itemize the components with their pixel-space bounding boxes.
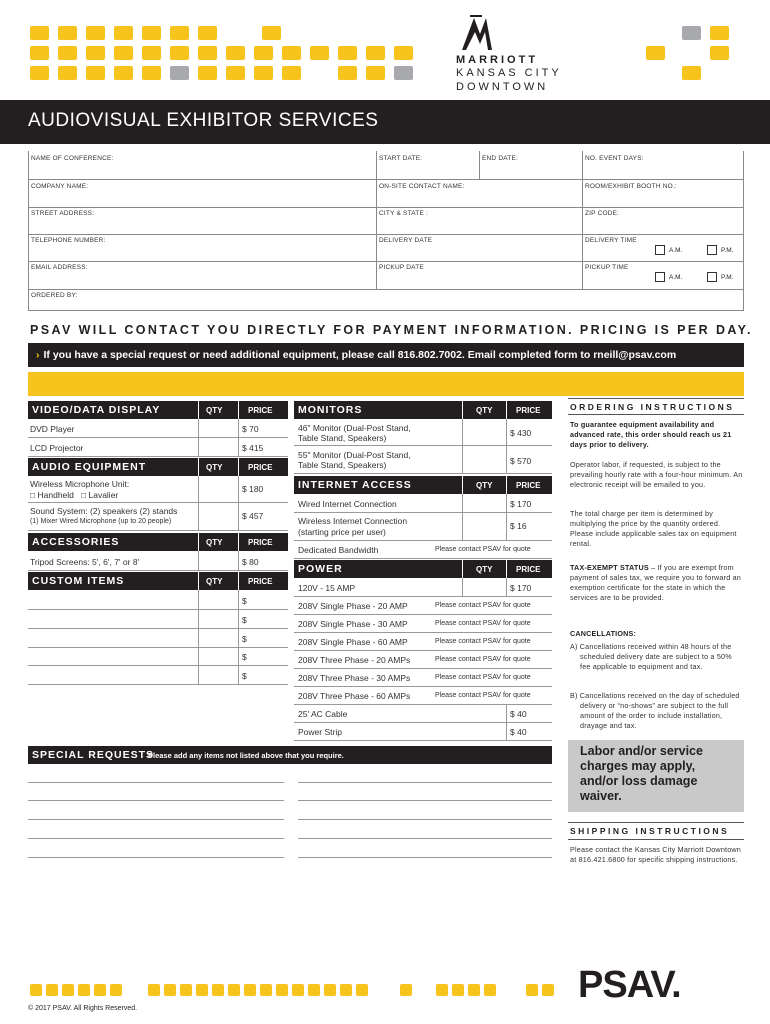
accent-band: [28, 372, 744, 396]
power-row-price: $ 170: [510, 583, 532, 593]
lavalier-checkbox[interactable]: □: [76, 490, 89, 500]
brand-name: MARRIOTT: [456, 54, 539, 66]
onsite-contact-field[interactable]: ON-SITE CONTACT NAME:: [379, 183, 465, 190]
delivery-am-label: A.M.: [669, 247, 683, 254]
monitor-55-detail: Table Stand, Speakers): [298, 460, 387, 470]
city-state-field[interactable]: CITY & STATE :: [379, 210, 429, 217]
dvd-label: DVD Player: [30, 424, 75, 434]
wireless-price: $ 16: [510, 521, 527, 531]
pickup-am-label: A.M.: [669, 274, 683, 281]
accessories-header: [28, 533, 288, 551]
ordering-title: ORDERING INSTRUCTIONS: [570, 402, 735, 412]
monitor-55-price: $ 570: [510, 456, 532, 466]
monitors-title: MONITORS: [298, 404, 363, 416]
tripod-label: Tripod Screens: 5', 6', 7' or 8': [30, 557, 140, 567]
pickup-pm-label: P.M.: [721, 274, 734, 281]
wireless-detail: (starting price per user): [298, 527, 386, 537]
special-title: SPECIAL REQUESTS: [32, 749, 154, 761]
delivery-pm-checkbox[interactable]: [707, 245, 717, 255]
tax-label: TAX-EXEMPT STATUS: [570, 563, 649, 572]
monitor-46-price: $ 430: [510, 428, 532, 438]
special-request-bar: [28, 343, 744, 367]
wireless-label: Wireless Internet Connection: [298, 516, 408, 526]
header: [0, 0, 770, 108]
handheld-label: Handheld: [37, 490, 74, 500]
phone-field[interactable]: TELEPHONE NUMBER:: [31, 237, 106, 244]
special-subtitle: Please add any items not listed above that you require.: [148, 751, 344, 760]
power-row-price: $ 40: [510, 709, 527, 719]
sound-detail: (1) Mixer Wired Microphone (up to 20 people): [30, 518, 172, 525]
contact-form: [28, 151, 744, 311]
qty-label: QTY: [206, 406, 223, 415]
cancellations-title: CANCELLATIONS:: [570, 629, 637, 638]
price-label: PRICE: [516, 481, 541, 490]
request-text: If you have a special request or need additional equipment, please call 816.802.7002. Email completed form to rneill@psav.com: [43, 349, 677, 361]
title-bar: [0, 100, 770, 144]
qty-label: QTY: [206, 538, 223, 547]
labor-warning: Labor and/or service charges may apply, and/or loss damage waiver.: [568, 740, 744, 812]
power-row-label: 208V Three Phase - 30 AMPs: [298, 673, 411, 683]
power-header: [294, 560, 552, 578]
power-row-price: Please contact PSAV for quote: [435, 656, 531, 663]
event-days-field[interactable]: NO. EVENT DAYS:: [585, 155, 644, 162]
brand-city: KANSAS CITY: [456, 67, 562, 79]
power-row-price: Please contact PSAV for quote: [435, 602, 531, 609]
custom-price-3[interactable]: $: [242, 634, 247, 644]
pickup-date-field[interactable]: PICKUP DATE: [379, 264, 424, 271]
internet-title: INTERNET ACCESS: [298, 479, 412, 491]
qty-label: QTY: [476, 565, 493, 574]
wired-label: Wired Internet Connection: [298, 499, 397, 509]
ordering-p2: Operator labor, if requested, is subject to the prevailing hourly rate with a four-hour minimum. An electronic receipt will be emailed to you.: [570, 460, 743, 489]
accessories-title: ACCESSORIES: [32, 536, 120, 548]
power-row-price: $ 40: [510, 727, 527, 737]
dedicated-label: Dedicated Bandwidth: [298, 545, 379, 555]
shipping-title: SHIPPING INSTRUCTIONS: [570, 826, 730, 836]
power-row-label: 208V Three Phase - 20 AMPs: [298, 655, 411, 665]
power-row-label: 208V Single Phase - 20 AMP: [298, 601, 408, 611]
price-label: PRICE: [248, 406, 273, 415]
delivery-pm-label: P.M.: [721, 247, 734, 254]
power-row-label: 208V Single Phase - 60 AMP: [298, 637, 408, 647]
tax-text: – If you are exempt from payment of sales tax, we require you to forward an exemption certificate for the state in which the services are to be provided.: [570, 563, 742, 602]
ordering-tax: [570, 563, 744, 603]
video-header: [28, 401, 288, 419]
qty-label: QTY: [206, 463, 223, 472]
mic-options: [30, 490, 118, 500]
audio-title: AUDIO EQUIPMENT: [32, 461, 147, 473]
power-row-label: Power Strip: [298, 727, 342, 737]
custom-price-1[interactable]: $: [242, 596, 247, 606]
handheld-checkbox[interactable]: □: [30, 490, 38, 500]
monitor-55-label: 55" Monitor (Dual-Post Stand,: [298, 450, 411, 460]
email-field[interactable]: EMAIL ADDRESS:: [31, 264, 88, 271]
psav-logo: PSAV.: [578, 964, 681, 1006]
cancellation-a: A) Cancellations received within 48 hours of the scheduled delivery date are subject to a 50% fee applicable to equipment and tax.: [570, 642, 732, 671]
power-row-price: Please contact PSAV for quote: [435, 638, 531, 645]
price-label: PRICE: [516, 406, 541, 415]
page-title: AUDIOVISUAL EXHIBITOR SERVICES: [28, 110, 379, 131]
delivery-am-checkbox[interactable]: [655, 245, 665, 255]
power-row-label: 208V Single Phase - 30 AMP: [298, 619, 408, 629]
pickup-am-checkbox[interactable]: [655, 272, 665, 282]
booth-field[interactable]: ROOM/EXHIBIT BOOTH NO.:: [585, 183, 677, 190]
end-date-field[interactable]: END DATE:: [482, 155, 518, 162]
price-label: PRICE: [248, 577, 273, 586]
ordering-p1: To guarantee equipment availability and advanced rate, this order should reach us 21 days prior to delivery.: [570, 420, 732, 449]
power-row-price: Please contact PSAV for quote: [435, 674, 531, 681]
dvd-price: $ 70: [242, 424, 259, 434]
power-row-price: Please contact PSAV for quote: [435, 692, 531, 699]
power-title: POWER: [298, 563, 343, 575]
marriott-m-icon: [460, 14, 494, 52]
lcd-label: LCD Projector: [30, 443, 84, 453]
price-label: PRICE: [516, 565, 541, 574]
custom-price-4[interactable]: $: [242, 652, 247, 662]
audio-header: [28, 458, 288, 476]
lcd-price: $ 415: [242, 443, 264, 453]
video-title: VIDEO/DATA DISPLAY: [32, 404, 161, 416]
power-row-label: 25' AC Cable: [298, 709, 348, 719]
mic-price: $ 180: [242, 484, 264, 494]
special-requests-header: [28, 746, 552, 764]
monitor-46-detail: Table Stand, Speakers): [298, 433, 387, 443]
custom-price-2[interactable]: $: [242, 615, 247, 625]
pickup-time-field[interactable]: PICKUP TIME: [585, 264, 629, 271]
qty-label: QTY: [206, 577, 223, 586]
delivery-date-field[interactable]: DELIVERY DATE: [379, 237, 433, 244]
tripod-price: $ 80: [242, 557, 259, 567]
chevron-right-icon: ›: [36, 349, 40, 361]
qty-label: QTY: [476, 406, 493, 415]
qty-label: QTY: [476, 481, 493, 490]
price-label: PRICE: [248, 538, 273, 547]
sound-price: $ 457: [242, 511, 264, 521]
ordering-p3: The total charge per item is determined by multiplying the price by the quantity ordered. Please include applicable sales tax on equipment rental.: [570, 509, 737, 548]
cancellation-b: B) Cancellations received on the day of scheduled delivery or “no-shows” are subject to the full amount of the order to include installation, drayage and tax.: [570, 691, 740, 730]
lavalier-label: Lavalier: [88, 490, 119, 500]
brand-area: DOWNTOWN: [456, 81, 549, 93]
mic-label: Wireless Microphone Unit:: [30, 479, 130, 489]
conference-field[interactable]: NAME OF CONFERENCE:: [31, 155, 114, 162]
price-label: PRICE: [248, 463, 273, 472]
payment-notice: PSAV WILL CONTACT YOU DIRECTLY FOR PAYMENT INFORMATION. PRICING IS PER DAY.: [30, 323, 753, 337]
monitors-header: [294, 401, 552, 419]
delivery-time-field[interactable]: DELIVERY TIME: [585, 237, 637, 244]
monitor-46-label: 46" Monitor (Dual-Post Stand,: [298, 423, 411, 433]
marriott-logo: [456, 14, 586, 94]
ordered-by-field[interactable]: ORDERED BY:: [31, 292, 78, 299]
custom-header: [28, 572, 288, 590]
wired-price: $ 170: [510, 499, 532, 509]
custom-title: CUSTOM ITEMS: [32, 575, 125, 587]
power-row-label: 120V - 15 AMP: [298, 583, 356, 593]
custom-price-5[interactable]: $: [242, 671, 247, 681]
internet-header: [294, 476, 552, 494]
power-row-label: 208V Three Phase - 60 AMPs: [298, 691, 411, 701]
company-field[interactable]: COMPANY NAME:: [31, 183, 89, 190]
copyright: © 2017 PSAV. All Rights Reserved.: [28, 1005, 138, 1012]
street-field[interactable]: STREET ADDRESS:: [31, 210, 95, 217]
shipping-text: Please contact the Kansas City Marriott Downtown at 816.421.6800 for specific shipping instructions.: [570, 845, 741, 864]
zip-field[interactable]: ZIP CODE:: [585, 210, 620, 217]
pickup-pm-checkbox[interactable]: [707, 272, 717, 282]
start-date-field[interactable]: START DATE:: [379, 155, 423, 162]
power-row-price: Please contact PSAV for quote: [435, 620, 531, 627]
dedicated-price: Please contact PSAV for quote: [435, 546, 531, 553]
sound-label: Sound System: (2) speakers (2) stands: [30, 506, 178, 516]
